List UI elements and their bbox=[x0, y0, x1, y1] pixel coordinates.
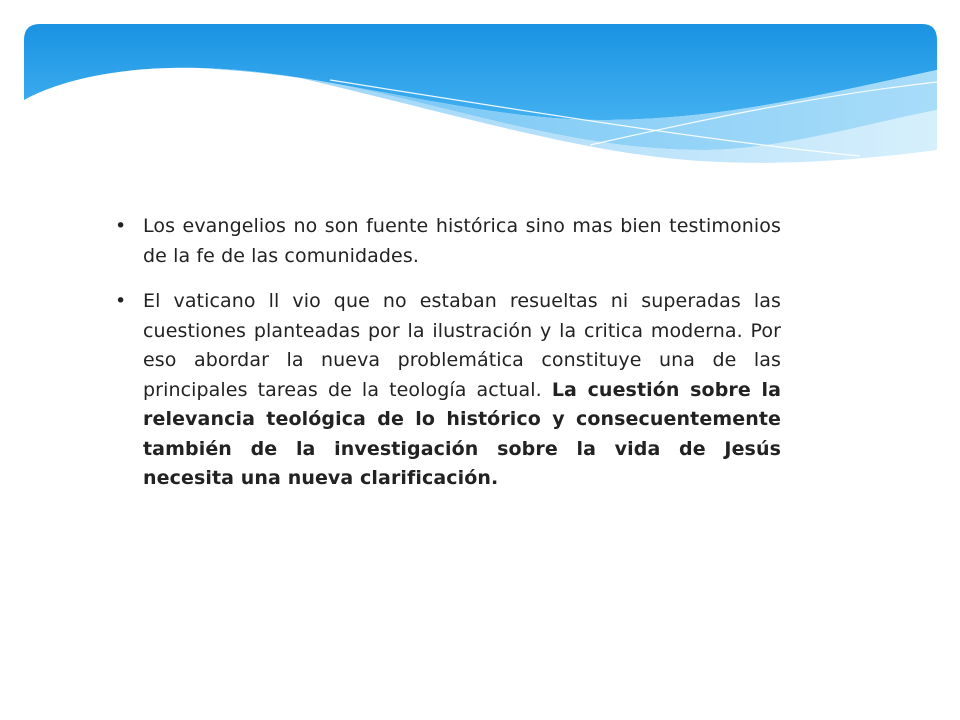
bullet-item-2 bbox=[115, 287, 781, 494]
bullet-marker: • bbox=[115, 290, 127, 312]
bullet-marker: • bbox=[115, 215, 127, 237]
bullet-text: Los evangelios no son fuente histórica sino mas bien testimonios de la fe de las comunidades. bbox=[143, 215, 781, 267]
bullet-item-1 bbox=[115, 212, 781, 271]
bullet-list bbox=[115, 212, 781, 510]
bullet-bold-text: La cuestión sobre la relevancia teológica de lo histórico y consecuentemente también de la investigación sobre la vida de Jesús necesita una nueva clarificación. bbox=[143, 378, 781, 489]
header-wave-decoration bbox=[0, 0, 960, 180]
bullet-text: El vaticano ll vio que no estaban resueltas ni superadas las cuestiones planteadas por la ilustración y la critica moderna. Por eso abordar la nueva problemática constituye una de las principales tareas de la teología actual. bbox=[143, 290, 781, 401]
